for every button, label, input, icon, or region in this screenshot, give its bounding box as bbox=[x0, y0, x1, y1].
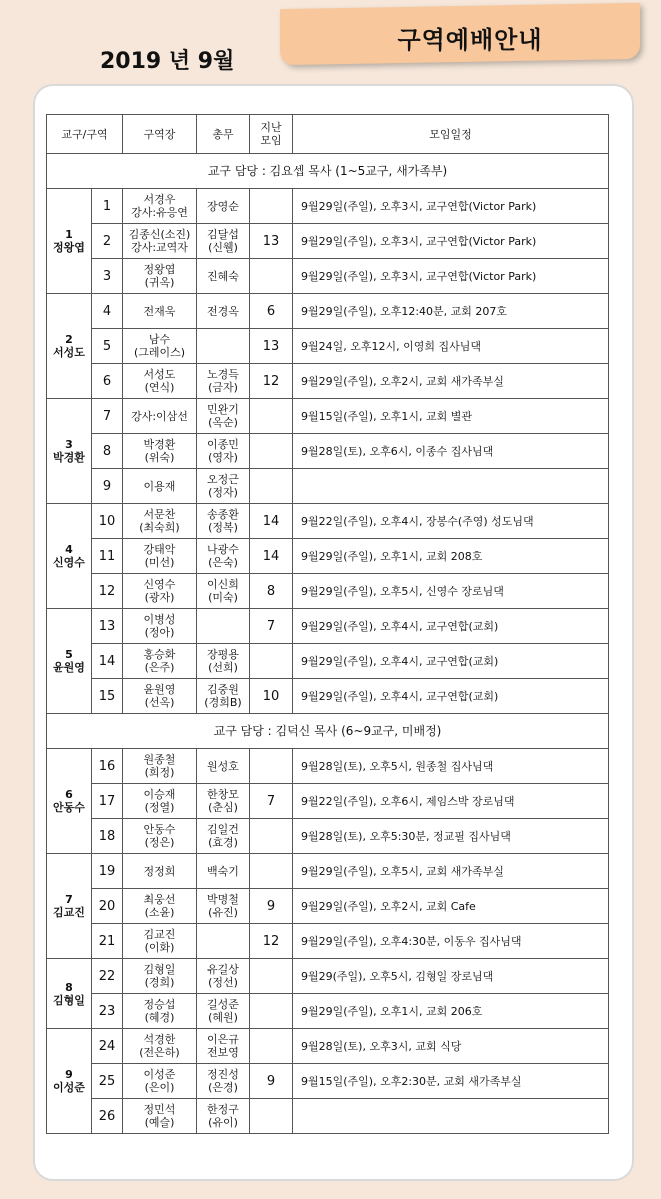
district-number: 14 bbox=[92, 644, 123, 679]
group-leader-name: 안동수 bbox=[53, 801, 85, 814]
district-leader: 서성도 (연식) bbox=[123, 364, 197, 399]
district-secretary: 나광수 (은숙) bbox=[197, 539, 250, 574]
district-leader: 박경환 (위숙) bbox=[123, 434, 197, 469]
district-leader: 남수 (그레이스) bbox=[123, 329, 197, 364]
column-header: 지난 모임 bbox=[250, 115, 293, 154]
district-secretary: 이신희 (미숙) bbox=[197, 574, 250, 609]
district-leader: 이병성 (정아) bbox=[123, 609, 197, 644]
last-meeting-count bbox=[250, 749, 293, 784]
district-leader: 강태악 (미선) bbox=[123, 539, 197, 574]
district-number: 1 bbox=[92, 189, 123, 224]
banner-title: 구역예배안내 bbox=[397, 26, 543, 54]
last-meeting-count bbox=[250, 189, 293, 224]
district-secretary: 장평용 (선희) bbox=[197, 644, 250, 679]
section-title: 교구 담당 : 김요셉 목사 (1~5교구, 새가족부) bbox=[47, 154, 609, 189]
meeting-schedule: 9월29일(주일), 오후4시, 교구연합(교회) bbox=[293, 679, 609, 714]
district-leader: 김종신(소진) 강사:교역자 bbox=[123, 224, 197, 259]
meeting-schedule: 9월29일(주일), 오후1시, 교회 208호 bbox=[293, 539, 609, 574]
district-leader: 석경한 (전은하) bbox=[123, 1029, 197, 1064]
district-leader: 홍승화 (은주) bbox=[123, 644, 197, 679]
group-number: 2 bbox=[65, 333, 73, 346]
table-row bbox=[47, 994, 609, 1029]
last-meeting-count: 7 bbox=[250, 784, 293, 819]
group-number: 7 bbox=[65, 893, 73, 906]
table-row bbox=[47, 1064, 609, 1099]
table-row bbox=[47, 1099, 609, 1134]
section-header-row bbox=[47, 714, 609, 749]
district-secretary: 김일건 (효경) bbox=[197, 819, 250, 854]
group-leader-name: 서성도 bbox=[53, 346, 85, 359]
district-secretary: 전경옥 bbox=[197, 294, 250, 329]
group-leader-name: 박경환 bbox=[53, 451, 85, 464]
district-secretary: 박명철 (유진) bbox=[197, 889, 250, 924]
group-cell bbox=[47, 749, 92, 854]
district-leader: 이용재 bbox=[123, 469, 197, 504]
last-meeting-count: 8 bbox=[250, 574, 293, 609]
column-header: 교구/구역 bbox=[47, 115, 123, 154]
meeting-schedule: 9월29일(주일), 오후4시, 교구연합(교회) bbox=[293, 609, 609, 644]
table-row bbox=[47, 609, 609, 644]
district-secretary: 송종환 (정복) bbox=[197, 504, 250, 539]
district-secretary: 김중원 (경희B) bbox=[197, 679, 250, 714]
district-leader: 정승섭 (혜경) bbox=[123, 994, 197, 1029]
group-number: 1 bbox=[65, 228, 73, 241]
district-number: 23 bbox=[92, 994, 123, 1029]
table-row bbox=[47, 434, 609, 469]
group-cell bbox=[47, 294, 92, 399]
last-meeting-count bbox=[250, 469, 293, 504]
district-leader: 전재욱 bbox=[123, 294, 197, 329]
district-leader: 정민석 (예슬) bbox=[123, 1099, 197, 1134]
district-secretary: 진혜숙 bbox=[197, 259, 250, 294]
last-meeting-count: 12 bbox=[250, 924, 293, 959]
group-cell bbox=[47, 854, 92, 959]
meeting-schedule: 9월28일(토), 오후3시, 교회 식당 bbox=[293, 1029, 609, 1064]
district-secretary: 김달섭 (신웰) bbox=[197, 224, 250, 259]
column-header: 구역장 bbox=[123, 115, 197, 154]
district-number: 24 bbox=[92, 1029, 123, 1064]
district-leader: 김교진 (이화) bbox=[123, 924, 197, 959]
district-secretary: 한창모 (춘심) bbox=[197, 784, 250, 819]
last-meeting-count: 13 bbox=[250, 329, 293, 364]
district-leader: 신영수 (광자) bbox=[123, 574, 197, 609]
district-leader: 서경우 강사:유응연 bbox=[123, 189, 197, 224]
meeting-schedule: 9월29일(주일), 오후2시, 교회 Cafe bbox=[293, 889, 609, 924]
district-number: 8 bbox=[92, 434, 123, 469]
group-cell bbox=[47, 1029, 92, 1134]
meeting-schedule: 9월29일(주일), 오후2시, 교회 새가족부실 bbox=[293, 364, 609, 399]
group-leader-name: 신영수 bbox=[53, 556, 85, 569]
last-meeting-count bbox=[250, 994, 293, 1029]
last-meeting-count: 9 bbox=[250, 889, 293, 924]
meeting-schedule: 9월28일(토), 오후5:30분, 정교필 집사님댁 bbox=[293, 819, 609, 854]
last-meeting-count bbox=[250, 854, 293, 889]
last-meeting-count bbox=[250, 259, 293, 294]
district-secretary: 백숙기 bbox=[197, 854, 250, 889]
district-secretary: 이은규 전보영 bbox=[197, 1029, 250, 1064]
meeting-schedule: 9월15일(주일), 오후1시, 교회 별관 bbox=[293, 399, 609, 434]
district-number: 26 bbox=[92, 1099, 123, 1134]
group-leader-name: 김형일 bbox=[53, 993, 85, 1007]
table-row bbox=[47, 679, 609, 714]
district-secretary: 노경득 (금자) bbox=[197, 364, 250, 399]
group-number: 6 bbox=[65, 788, 73, 801]
table-row bbox=[47, 504, 609, 539]
district-secretary: 한정구 (유이) bbox=[197, 1099, 250, 1134]
group-leader-name: 윤원영 bbox=[53, 661, 85, 674]
district-number: 6 bbox=[92, 364, 123, 399]
district-leader: 김형일 (경희) bbox=[123, 959, 197, 994]
last-meeting-count: 12 bbox=[250, 364, 293, 399]
table-row bbox=[47, 819, 609, 854]
district-leader: 이성준 (은이) bbox=[123, 1064, 197, 1099]
meeting-schedule: 9월29(주일), 오후5시, 김형일 장로님댁 bbox=[293, 959, 609, 994]
district-number: 20 bbox=[92, 889, 123, 924]
district-number: 5 bbox=[92, 329, 123, 364]
district-secretary: 오정근 (정자) bbox=[197, 469, 250, 504]
district-leader: 서문찬 (최숙희) bbox=[123, 504, 197, 539]
district-number: 16 bbox=[92, 749, 123, 784]
table-row bbox=[47, 539, 609, 574]
group-cell bbox=[47, 959, 92, 1029]
table-row bbox=[47, 189, 609, 224]
table-header-row bbox=[47, 115, 609, 154]
table-row bbox=[47, 294, 609, 329]
meeting-schedule: 9월29일(주일), 오후3시, 교구연합(Victor Park) bbox=[293, 259, 609, 294]
district-number: 25 bbox=[92, 1064, 123, 1099]
district-number: 11 bbox=[92, 539, 123, 574]
schedule-table bbox=[46, 114, 609, 1134]
district-number: 21 bbox=[92, 924, 123, 959]
table-row bbox=[47, 224, 609, 259]
district-number: 9 bbox=[92, 469, 123, 504]
table-row bbox=[47, 1029, 609, 1064]
district-secretary: 정진성 (은경) bbox=[197, 1064, 250, 1099]
district-number: 13 bbox=[92, 609, 123, 644]
last-meeting-count bbox=[250, 819, 293, 854]
table-row bbox=[47, 924, 609, 959]
meeting-schedule: 9월22일(주일), 오후4시, 장봉수(주영) 성도님댁 bbox=[293, 504, 609, 539]
table-row bbox=[47, 889, 609, 924]
table-row bbox=[47, 959, 609, 994]
district-number: 2 bbox=[92, 224, 123, 259]
district-number: 22 bbox=[92, 959, 123, 994]
meeting-schedule: 9월29일(주일), 오후3시, 교구연합(Victor Park) bbox=[293, 189, 609, 224]
meeting-schedule: 9월29일(주일), 오후4:30분, 이동우 집사님댁 bbox=[293, 924, 609, 959]
last-meeting-count bbox=[250, 1099, 293, 1134]
district-leader: 강사:이삼선 bbox=[123, 399, 197, 434]
meeting-schedule: 9월15일(주일), 오후2:30분, 교회 새가족부실 bbox=[293, 1064, 609, 1099]
date-title: 2019 년 9월 bbox=[100, 49, 235, 74]
meeting-schedule: 9월29일(주일), 오후4시, 교구연합(교회) bbox=[293, 644, 609, 679]
group-number: 9 bbox=[65, 1068, 73, 1081]
last-meeting-count bbox=[250, 959, 293, 994]
district-number: 12 bbox=[92, 574, 123, 609]
meeting-schedule: 9월22일(주일), 오후6시, 제임스박 장로님댁 bbox=[293, 784, 609, 819]
district-secretary: 이종민 (영자) bbox=[197, 434, 250, 469]
last-meeting-count bbox=[250, 644, 293, 679]
district-leader: 정왕엽 (귀옥) bbox=[123, 259, 197, 294]
district-secretary: 유길상 (정선) bbox=[197, 959, 250, 994]
group-cell bbox=[47, 609, 92, 714]
district-leader: 최웅선 (소윤) bbox=[123, 889, 197, 924]
district-secretary: 원성호 bbox=[197, 749, 250, 784]
table-row bbox=[47, 469, 609, 504]
group-number: 4 bbox=[65, 543, 73, 556]
group-cell bbox=[47, 189, 92, 294]
district-number: 15 bbox=[92, 679, 123, 714]
meeting-schedule: 9월29일(주일), 오후12:40분, 교회 207호 bbox=[293, 294, 609, 329]
district-number: 4 bbox=[92, 294, 123, 329]
district-number: 7 bbox=[92, 399, 123, 434]
table-row bbox=[47, 749, 609, 784]
group-leader-name: 정왕엽 bbox=[53, 241, 85, 254]
last-meeting-count bbox=[250, 1029, 293, 1064]
column-header: 총무 bbox=[197, 115, 250, 154]
table-row bbox=[47, 399, 609, 434]
table-row bbox=[47, 574, 609, 609]
last-meeting-count bbox=[250, 434, 293, 469]
last-meeting-count: 14 bbox=[250, 504, 293, 539]
district-secretary bbox=[197, 924, 250, 959]
district-secretary: 길성준 (혜원) bbox=[197, 994, 250, 1029]
district-number: 19 bbox=[92, 854, 123, 889]
district-leader: 정정희 bbox=[123, 854, 197, 889]
meeting-schedule: 9월28일(토), 오후6시, 이종수 집사님댁 bbox=[293, 434, 609, 469]
district-leader: 윤원영 (선옥) bbox=[123, 679, 197, 714]
meeting-schedule: 9월28일(토), 오후5시, 원종철 집사님댁 bbox=[293, 749, 609, 784]
table-row bbox=[47, 784, 609, 819]
last-meeting-count: 9 bbox=[250, 1064, 293, 1099]
section-title: 교구 담당 : 김덕신 목사 (6~9교구, 미배정) bbox=[47, 714, 609, 749]
district-number: 17 bbox=[92, 784, 123, 819]
last-meeting-count bbox=[250, 399, 293, 434]
group-number: 3 bbox=[65, 438, 73, 451]
district-leader: 원종철 (희정) bbox=[123, 749, 197, 784]
group-leader-name: 이성준 bbox=[53, 1081, 85, 1094]
group-cell bbox=[47, 504, 92, 609]
table-row bbox=[47, 854, 609, 889]
last-meeting-count: 10 bbox=[250, 679, 293, 714]
group-cell bbox=[47, 399, 92, 504]
table-row bbox=[47, 259, 609, 294]
section-header-row bbox=[47, 154, 609, 189]
district-secretary bbox=[197, 329, 250, 364]
table-row bbox=[47, 329, 609, 364]
group-number: 5 bbox=[65, 648, 73, 661]
meeting-schedule bbox=[293, 1099, 609, 1134]
district-leader: 이승재 (정열) bbox=[123, 784, 197, 819]
last-meeting-count: 13 bbox=[250, 224, 293, 259]
table-row bbox=[47, 364, 609, 399]
column-header: 모임일정 bbox=[293, 115, 609, 154]
table-row bbox=[47, 644, 609, 679]
meeting-schedule: 9월29일(주일), 오후5시, 교회 새가족부실 bbox=[293, 854, 609, 889]
meeting-schedule bbox=[293, 469, 609, 504]
last-meeting-count: 6 bbox=[250, 294, 293, 329]
meeting-schedule: 9월29일(주일), 오후5시, 신영수 장로님댁 bbox=[293, 574, 609, 609]
last-meeting-count: 14 bbox=[250, 539, 293, 574]
meeting-schedule: 9월29일(주일), 오후3시, 교구연합(Victor Park) bbox=[293, 224, 609, 259]
district-secretary: 민완기 (옥순) bbox=[197, 399, 250, 434]
district-number: 10 bbox=[92, 504, 123, 539]
last-meeting-count: 7 bbox=[250, 609, 293, 644]
group-leader-name: 김교진 bbox=[53, 906, 85, 919]
district-secretary: 장영순 bbox=[197, 189, 250, 224]
group-number: 8 bbox=[65, 980, 73, 994]
meeting-schedule: 9월24일, 오후12시, 이영희 집사님댁 bbox=[293, 329, 609, 364]
meeting-schedule: 9월29일(주일), 오후1시, 교회 206호 bbox=[293, 994, 609, 1029]
district-leader: 안동수 (정은) bbox=[123, 819, 197, 854]
district-number: 18 bbox=[92, 819, 123, 854]
district-number: 3 bbox=[92, 259, 123, 294]
district-secretary bbox=[197, 609, 250, 644]
